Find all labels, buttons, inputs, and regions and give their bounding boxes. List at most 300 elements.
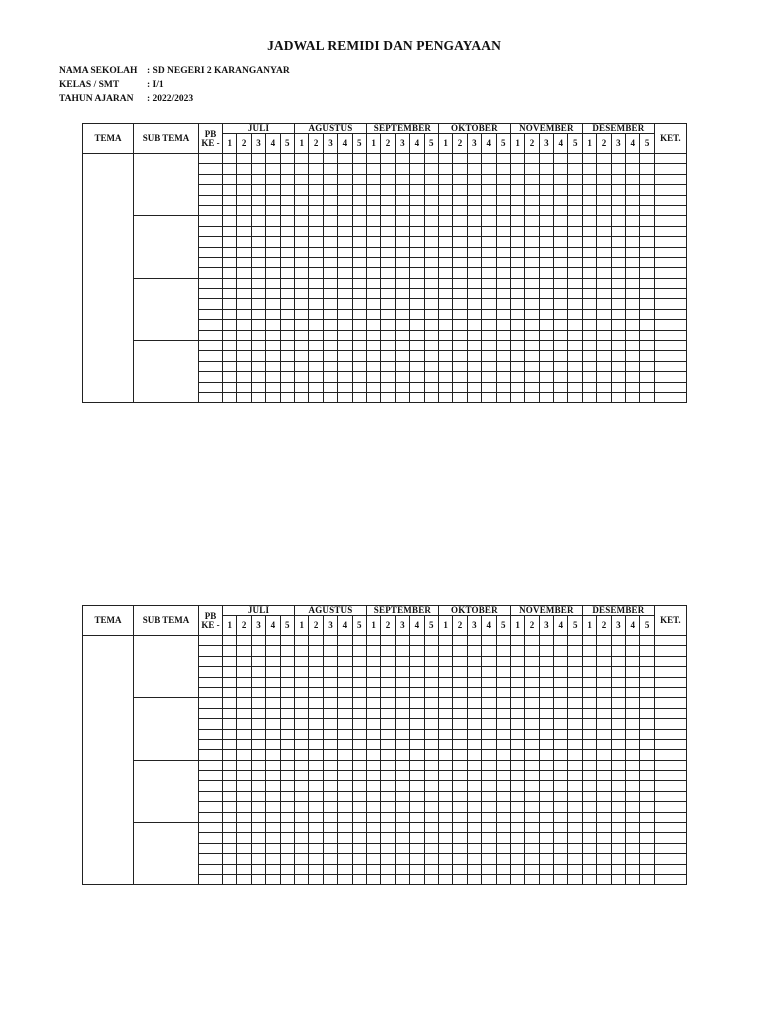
- week-cell[interactable]: [554, 854, 568, 864]
- week-cell[interactable]: [237, 646, 251, 656]
- week-cell[interactable]: [266, 729, 280, 739]
- pb-cell[interactable]: [199, 760, 223, 770]
- week-cell[interactable]: [352, 719, 366, 729]
- week-cell[interactable]: [295, 687, 309, 697]
- week-cell[interactable]: [467, 226, 481, 236]
- week-cell[interactable]: [309, 739, 323, 749]
- week-cell[interactable]: [266, 289, 280, 299]
- week-cell[interactable]: [438, 341, 452, 351]
- week-cell[interactable]: [266, 667, 280, 677]
- week-cell[interactable]: [381, 812, 395, 822]
- week-cell[interactable]: [453, 341, 467, 351]
- week-cell[interactable]: [352, 382, 366, 392]
- week-cell[interactable]: [554, 164, 568, 174]
- week-cell[interactable]: [410, 677, 424, 687]
- week-cell[interactable]: [597, 750, 611, 760]
- week-cell[interactable]: [453, 781, 467, 791]
- week-cell[interactable]: [467, 833, 481, 843]
- week-cell[interactable]: [280, 781, 294, 791]
- week-cell[interactable]: [568, 781, 582, 791]
- week-cell[interactable]: [352, 708, 366, 718]
- week-cell[interactable]: [626, 864, 640, 874]
- week-cell[interactable]: [395, 226, 409, 236]
- week-cell[interactable]: [626, 268, 640, 278]
- week-cell[interactable]: [539, 864, 553, 874]
- week-cell[interactable]: [309, 278, 323, 288]
- week-cell[interactable]: [251, 729, 265, 739]
- week-cell[interactable]: [467, 729, 481, 739]
- week-cell[interactable]: [309, 320, 323, 330]
- week-cell[interactable]: [597, 708, 611, 718]
- week-cell[interactable]: [352, 687, 366, 697]
- week-cell[interactable]: [223, 164, 237, 174]
- week-cell[interactable]: [323, 750, 337, 760]
- week-cell[interactable]: [525, 656, 539, 666]
- week-cell[interactable]: [525, 330, 539, 340]
- week-cell[interactable]: [482, 739, 496, 749]
- week-cell[interactable]: [482, 854, 496, 864]
- week-cell[interactable]: [295, 372, 309, 382]
- week-cell[interactable]: [467, 687, 481, 697]
- week-cell[interactable]: [482, 164, 496, 174]
- week-cell[interactable]: [223, 247, 237, 257]
- week-cell[interactable]: [568, 174, 582, 184]
- week-cell[interactable]: [467, 257, 481, 267]
- week-cell[interactable]: [352, 874, 366, 884]
- week-cell[interactable]: [640, 278, 654, 288]
- pb-cell[interactable]: [199, 174, 223, 184]
- week-cell[interactable]: [510, 874, 524, 884]
- week-cell[interactable]: [395, 382, 409, 392]
- week-cell[interactable]: [352, 216, 366, 226]
- week-cell[interactable]: [611, 750, 625, 760]
- week-cell[interactable]: [525, 268, 539, 278]
- week-cell[interactable]: [323, 257, 337, 267]
- pb-cell[interactable]: [199, 719, 223, 729]
- ket-cell[interactable]: [654, 750, 686, 760]
- week-cell[interactable]: [323, 687, 337, 697]
- week-cell[interactable]: [626, 771, 640, 781]
- week-cell[interactable]: [352, 812, 366, 822]
- week-cell[interactable]: [223, 771, 237, 781]
- week-cell[interactable]: [611, 299, 625, 309]
- week-cell[interactable]: [266, 636, 280, 646]
- week-cell[interactable]: [525, 382, 539, 392]
- week-cell[interactable]: [352, 330, 366, 340]
- week-cell[interactable]: [352, 781, 366, 791]
- week-cell[interactable]: [381, 833, 395, 843]
- week-cell[interactable]: [568, 361, 582, 371]
- week-cell[interactable]: [640, 309, 654, 319]
- week-cell[interactable]: [582, 729, 596, 739]
- pb-cell[interactable]: [199, 185, 223, 195]
- week-cell[interactable]: [640, 677, 654, 687]
- week-cell[interactable]: [352, 309, 366, 319]
- week-cell[interactable]: [438, 289, 452, 299]
- week-cell[interactable]: [640, 164, 654, 174]
- week-cell[interactable]: [438, 174, 452, 184]
- week-cell[interactable]: [338, 636, 352, 646]
- week-cell[interactable]: [309, 361, 323, 371]
- week-cell[interactable]: [525, 667, 539, 677]
- week-cell[interactable]: [251, 833, 265, 843]
- week-cell[interactable]: [554, 320, 568, 330]
- week-cell[interactable]: [496, 372, 510, 382]
- week-cell[interactable]: [366, 698, 380, 708]
- week-cell[interactable]: [582, 636, 596, 646]
- week-cell[interactable]: [640, 372, 654, 382]
- week-cell[interactable]: [510, 185, 524, 195]
- week-cell[interactable]: [554, 708, 568, 718]
- ket-cell[interactable]: [654, 874, 686, 884]
- week-cell[interactable]: [395, 802, 409, 812]
- week-cell[interactable]: [525, 802, 539, 812]
- week-cell[interactable]: [338, 154, 352, 164]
- week-cell[interactable]: [482, 278, 496, 288]
- week-cell[interactable]: [323, 205, 337, 215]
- week-cell[interactable]: [611, 185, 625, 195]
- week-cell[interactable]: [640, 154, 654, 164]
- week-cell[interactable]: [611, 392, 625, 402]
- week-cell[interactable]: [496, 237, 510, 247]
- week-cell[interactable]: [568, 154, 582, 164]
- week-cell[interactable]: [467, 646, 481, 656]
- pb-cell[interactable]: [199, 205, 223, 215]
- week-cell[interactable]: [295, 185, 309, 195]
- week-cell[interactable]: [237, 698, 251, 708]
- ket-cell[interactable]: [654, 372, 686, 382]
- week-cell[interactable]: [496, 719, 510, 729]
- week-cell[interactable]: [323, 833, 337, 843]
- week-cell[interactable]: [280, 174, 294, 184]
- pb-cell[interactable]: [199, 320, 223, 330]
- week-cell[interactable]: [482, 257, 496, 267]
- week-cell[interactable]: [554, 278, 568, 288]
- week-cell[interactable]: [640, 739, 654, 749]
- week-cell[interactable]: [424, 247, 438, 257]
- week-cell[interactable]: [223, 677, 237, 687]
- week-cell[interactable]: [611, 864, 625, 874]
- week-cell[interactable]: [525, 309, 539, 319]
- pb-cell[interactable]: [199, 372, 223, 382]
- week-cell[interactable]: [510, 739, 524, 749]
- week-cell[interactable]: [251, 854, 265, 864]
- week-cell[interactable]: [366, 257, 380, 267]
- ket-cell[interactable]: [654, 677, 686, 687]
- week-cell[interactable]: [539, 771, 553, 781]
- week-cell[interactable]: [381, 791, 395, 801]
- week-cell[interactable]: [568, 330, 582, 340]
- week-cell[interactable]: [352, 154, 366, 164]
- week-cell[interactable]: [266, 299, 280, 309]
- week-cell[interactable]: [467, 268, 481, 278]
- week-cell[interactable]: [626, 843, 640, 853]
- week-cell[interactable]: [582, 843, 596, 853]
- week-cell[interactable]: [424, 257, 438, 267]
- week-cell[interactable]: [410, 708, 424, 718]
- week-cell[interactable]: [381, 667, 395, 677]
- week-cell[interactable]: [280, 771, 294, 781]
- week-cell[interactable]: [309, 687, 323, 697]
- week-cell[interactable]: [338, 309, 352, 319]
- week-cell[interactable]: [482, 247, 496, 257]
- week-cell[interactable]: [597, 760, 611, 770]
- week-cell[interactable]: [266, 874, 280, 884]
- week-cell[interactable]: [496, 781, 510, 791]
- week-cell[interactable]: [611, 289, 625, 299]
- week-cell[interactable]: [366, 392, 380, 402]
- week-cell[interactable]: [323, 278, 337, 288]
- week-cell[interactable]: [525, 843, 539, 853]
- week-cell[interactable]: [510, 392, 524, 402]
- ket-cell[interactable]: [654, 823, 686, 833]
- week-cell[interactable]: [323, 719, 337, 729]
- week-cell[interactable]: [510, 361, 524, 371]
- week-cell[interactable]: [597, 216, 611, 226]
- week-cell[interactable]: [611, 833, 625, 843]
- week-cell[interactable]: [611, 309, 625, 319]
- week-cell[interactable]: [597, 174, 611, 184]
- week-cell[interactable]: [338, 372, 352, 382]
- week-cell[interactable]: [467, 874, 481, 884]
- week-cell[interactable]: [410, 687, 424, 697]
- ket-cell[interactable]: [654, 195, 686, 205]
- week-cell[interactable]: [410, 341, 424, 351]
- week-cell[interactable]: [280, 237, 294, 247]
- week-cell[interactable]: [597, 320, 611, 330]
- week-cell[interactable]: [352, 833, 366, 843]
- week-cell[interactable]: [482, 299, 496, 309]
- week-cell[interactable]: [338, 750, 352, 760]
- week-cell[interactable]: [467, 309, 481, 319]
- week-cell[interactable]: [251, 372, 265, 382]
- week-cell[interactable]: [568, 739, 582, 749]
- week-cell[interactable]: [626, 237, 640, 247]
- week-cell[interactable]: [482, 320, 496, 330]
- week-cell[interactable]: [280, 802, 294, 812]
- week-cell[interactable]: [410, 309, 424, 319]
- week-cell[interactable]: [381, 247, 395, 257]
- week-cell[interactable]: [582, 341, 596, 351]
- week-cell[interactable]: [453, 237, 467, 247]
- week-cell[interactable]: [352, 361, 366, 371]
- week-cell[interactable]: [395, 760, 409, 770]
- week-cell[interactable]: [410, 351, 424, 361]
- week-cell[interactable]: [467, 299, 481, 309]
- week-cell[interactable]: [597, 257, 611, 267]
- week-cell[interactable]: [366, 874, 380, 884]
- week-cell[interactable]: [323, 268, 337, 278]
- week-cell[interactable]: [338, 843, 352, 853]
- week-cell[interactable]: [251, 257, 265, 267]
- week-cell[interactable]: [251, 708, 265, 718]
- week-cell[interactable]: [626, 739, 640, 749]
- week-cell[interactable]: [280, 268, 294, 278]
- week-cell[interactable]: [295, 299, 309, 309]
- week-cell[interactable]: [381, 372, 395, 382]
- week-cell[interactable]: [266, 781, 280, 791]
- week-cell[interactable]: [539, 185, 553, 195]
- week-cell[interactable]: [582, 719, 596, 729]
- week-cell[interactable]: [223, 154, 237, 164]
- week-cell[interactable]: [338, 289, 352, 299]
- week-cell[interactable]: [467, 698, 481, 708]
- week-cell[interactable]: [453, 687, 467, 697]
- week-cell[interactable]: [438, 237, 452, 247]
- week-cell[interactable]: [410, 843, 424, 853]
- week-cell[interactable]: [510, 698, 524, 708]
- week-cell[interactable]: [366, 247, 380, 257]
- week-cell[interactable]: [467, 781, 481, 791]
- week-cell[interactable]: [597, 372, 611, 382]
- week-cell[interactable]: [266, 864, 280, 874]
- week-cell[interactable]: [626, 341, 640, 351]
- week-cell[interactable]: [309, 226, 323, 236]
- week-cell[interactable]: [352, 656, 366, 666]
- week-cell[interactable]: [424, 781, 438, 791]
- week-cell[interactable]: [381, 174, 395, 184]
- ket-cell[interactable]: [654, 760, 686, 770]
- week-cell[interactable]: [525, 154, 539, 164]
- week-cell[interactable]: [266, 226, 280, 236]
- week-cell[interactable]: [482, 750, 496, 760]
- week-cell[interactable]: [510, 216, 524, 226]
- week-cell[interactable]: [453, 257, 467, 267]
- week-cell[interactable]: [237, 791, 251, 801]
- week-cell[interactable]: [640, 205, 654, 215]
- week-cell[interactable]: [424, 237, 438, 247]
- week-cell[interactable]: [395, 195, 409, 205]
- week-cell[interactable]: [410, 864, 424, 874]
- week-cell[interactable]: [323, 677, 337, 687]
- week-cell[interactable]: [626, 781, 640, 791]
- week-cell[interactable]: [266, 237, 280, 247]
- week-cell[interactable]: [597, 677, 611, 687]
- week-cell[interactable]: [467, 677, 481, 687]
- week-cell[interactable]: [582, 372, 596, 382]
- week-cell[interactable]: [525, 698, 539, 708]
- pb-cell[interactable]: [199, 636, 223, 646]
- week-cell[interactable]: [424, 874, 438, 884]
- week-cell[interactable]: [640, 698, 654, 708]
- week-cell[interactable]: [467, 247, 481, 257]
- week-cell[interactable]: [309, 656, 323, 666]
- week-cell[interactable]: [223, 216, 237, 226]
- week-cell[interactable]: [395, 843, 409, 853]
- week-cell[interactable]: [395, 392, 409, 402]
- week-cell[interactable]: [323, 320, 337, 330]
- ket-cell[interactable]: [654, 278, 686, 288]
- pb-cell[interactable]: [199, 864, 223, 874]
- week-cell[interactable]: [482, 226, 496, 236]
- week-cell[interactable]: [251, 823, 265, 833]
- pb-cell[interactable]: [199, 392, 223, 402]
- week-cell[interactable]: [539, 174, 553, 184]
- week-cell[interactable]: [640, 382, 654, 392]
- week-cell[interactable]: [309, 382, 323, 392]
- week-cell[interactable]: [554, 216, 568, 226]
- week-cell[interactable]: [381, 864, 395, 874]
- week-cell[interactable]: [338, 802, 352, 812]
- week-cell[interactable]: [295, 823, 309, 833]
- week-cell[interactable]: [438, 864, 452, 874]
- week-cell[interactable]: [510, 164, 524, 174]
- week-cell[interactable]: [496, 320, 510, 330]
- week-cell[interactable]: [582, 382, 596, 392]
- week-cell[interactable]: [266, 372, 280, 382]
- week-cell[interactable]: [395, 646, 409, 656]
- week-cell[interactable]: [395, 299, 409, 309]
- week-cell[interactable]: [496, 309, 510, 319]
- week-cell[interactable]: [438, 854, 452, 864]
- week-cell[interactable]: [438, 330, 452, 340]
- week-cell[interactable]: [424, 330, 438, 340]
- week-cell[interactable]: [467, 854, 481, 864]
- week-cell[interactable]: [366, 299, 380, 309]
- pb-cell[interactable]: [199, 382, 223, 392]
- week-cell[interactable]: [295, 320, 309, 330]
- week-cell[interactable]: [266, 698, 280, 708]
- pb-cell[interactable]: [199, 330, 223, 340]
- week-cell[interactable]: [482, 802, 496, 812]
- week-cell[interactable]: [223, 781, 237, 791]
- week-cell[interactable]: [223, 330, 237, 340]
- week-cell[interactable]: [266, 320, 280, 330]
- week-cell[interactable]: [323, 361, 337, 371]
- week-cell[interactable]: [482, 205, 496, 215]
- week-cell[interactable]: [582, 874, 596, 884]
- week-cell[interactable]: [525, 320, 539, 330]
- week-cell[interactable]: [554, 698, 568, 708]
- week-cell[interactable]: [510, 341, 524, 351]
- week-cell[interactable]: [626, 833, 640, 843]
- week-cell[interactable]: [467, 812, 481, 822]
- week-cell[interactable]: [266, 351, 280, 361]
- week-cell[interactable]: [640, 185, 654, 195]
- week-cell[interactable]: [582, 257, 596, 267]
- week-cell[interactable]: [323, 646, 337, 656]
- week-cell[interactable]: [410, 656, 424, 666]
- pb-cell[interactable]: [199, 237, 223, 247]
- week-cell[interactable]: [453, 833, 467, 843]
- week-cell[interactable]: [338, 771, 352, 781]
- week-cell[interactable]: [539, 677, 553, 687]
- week-cell[interactable]: [366, 843, 380, 853]
- week-cell[interactable]: [410, 237, 424, 247]
- week-cell[interactable]: [640, 708, 654, 718]
- week-cell[interactable]: [554, 656, 568, 666]
- week-cell[interactable]: [223, 205, 237, 215]
- week-cell[interactable]: [366, 646, 380, 656]
- week-cell[interactable]: [395, 361, 409, 371]
- week-cell[interactable]: [626, 687, 640, 697]
- week-cell[interactable]: [410, 205, 424, 215]
- week-cell[interactable]: [568, 864, 582, 874]
- week-cell[interactable]: [640, 247, 654, 257]
- week-cell[interactable]: [597, 392, 611, 402]
- week-cell[interactable]: [251, 330, 265, 340]
- week-cell[interactable]: [525, 781, 539, 791]
- week-cell[interactable]: [309, 791, 323, 801]
- week-cell[interactable]: [582, 216, 596, 226]
- week-cell[interactable]: [568, 802, 582, 812]
- week-cell[interactable]: [338, 656, 352, 666]
- tema-cell[interactable]: [83, 636, 134, 885]
- week-cell[interactable]: [424, 771, 438, 781]
- week-cell[interactable]: [453, 646, 467, 656]
- week-cell[interactable]: [453, 185, 467, 195]
- week-cell[interactable]: [410, 330, 424, 340]
